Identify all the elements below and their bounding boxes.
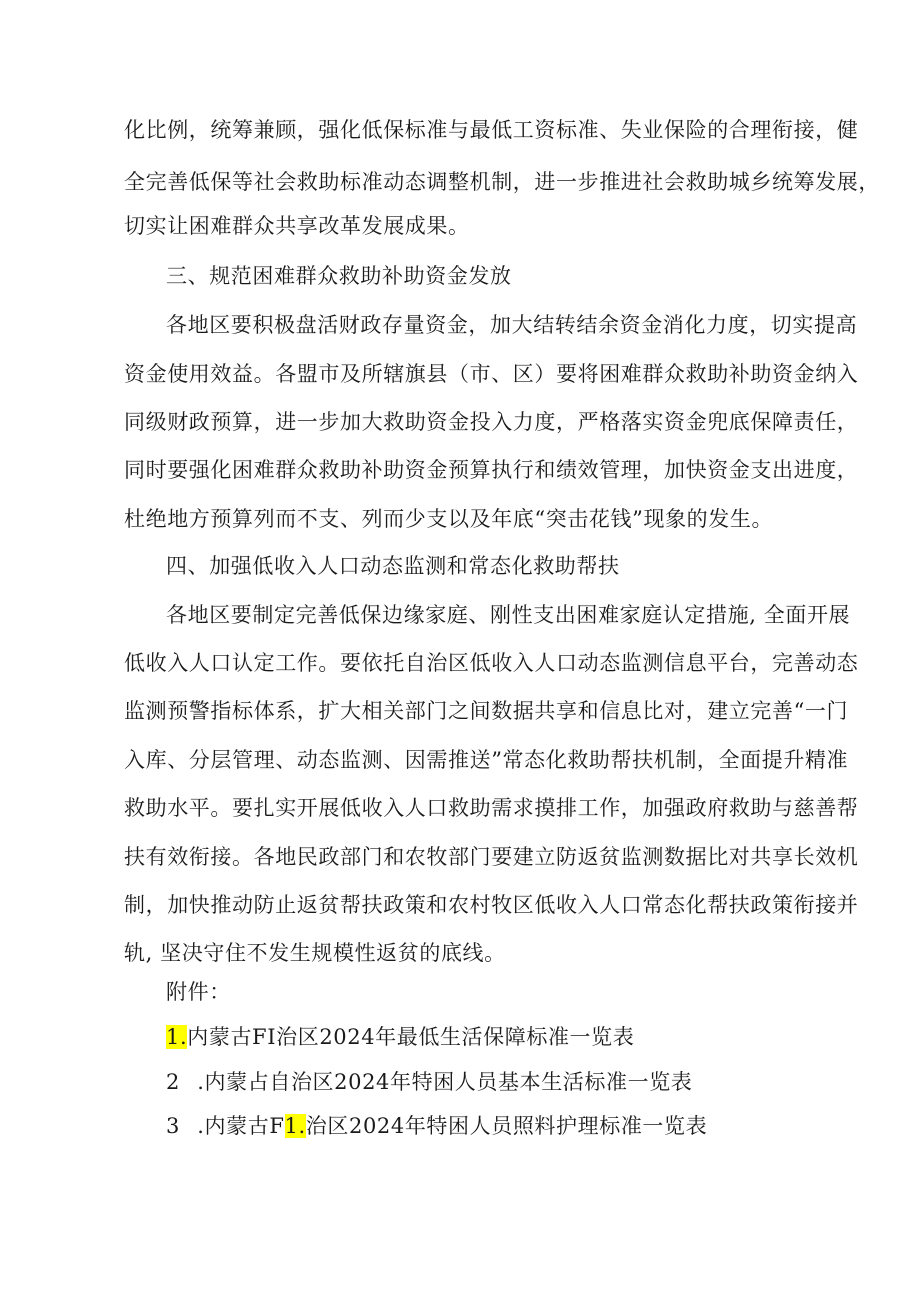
attachment-3-text-before: .内蒙古F (190, 1114, 285, 1138)
paragraph-2-line-5: 杜绝地方预算列而不支、列而少支以及年底“突击花钱”现象的发生。 (124, 507, 774, 531)
attachment-3-highlight: 1. (284, 1114, 306, 1138)
paragraph-3-line-1: 各地区要制定完善低保边缘家庭、刚性支出困难家庭认定措施, 全面开展 (166, 603, 851, 627)
attachment-item-3 (166, 1114, 707, 1138)
attachment-3-text-after: 治区2024年特困人员照料护理标准一览表 (305, 1114, 708, 1138)
paragraph-1-line-2: 全完善低保等社会救助标准动态调整机制，进一步推进社会救助城乡统筹发展， (124, 170, 880, 194)
section-heading-4: 四、加强低收入人口动态监测和常态化救助帮扶 (166, 554, 620, 578)
paragraph-3-line-6: 扶有效衔接。各地民政部门和农牧部门要建立防返贫监测数据比对共享长效机 (124, 845, 859, 869)
paragraph-2-line-4: 同时要强化困难群众救助补助资金预算执行和绩效管理，加快资金支出进度， (124, 458, 859, 482)
attachment-2-text: .内蒙占自治区2024年特困人员基本生活标准一览表 (190, 1070, 693, 1094)
paragraph-3-line-4: 入库、分层管理、动态监测、因需推送”常态化救助帮扶机制，全面提升精准 (124, 748, 849, 772)
section-heading-3: 三、规范困难群众救助补助资金发放 (166, 264, 512, 288)
paragraph-1-line-3: 切实让困难群众共享改革发展成果。 (124, 214, 470, 238)
attachment-2-number: 2 (166, 1070, 180, 1094)
paragraph-2-line-3: 同级财政预算，进一步加大救助资金投入力度，严格落实资金兜底保障责任， (124, 410, 859, 434)
paragraph-2-line-1: 各地区要积极盘活财政存量资金，加大结转结余资金消化力度，切实提高 (166, 313, 858, 337)
paragraph-3-line-3: 监测预警指标体系，扩大相关部门之间数据共享和信息比对，建立完善“一门 (124, 699, 849, 723)
attachment-1-text: 内蒙古FI治区2024年最低生活保障标准一览表 (187, 1025, 635, 1049)
paragraph-3-line-7: 制，加快推动防止返贫帮扶政策和农村牧区低收入人口常态化帮扶政策衔接并 (124, 893, 859, 917)
attachments-label: 附件： (166, 980, 231, 1004)
attachment-3-number: 3 (166, 1114, 180, 1138)
attachment-item-2 (166, 1070, 692, 1094)
paragraph-3-line-8: 轨, 坚决守住不发生规模性返贫的底线。 (124, 941, 506, 965)
paragraph-1-line-1: 化比例，统筹兼顾，强化低保标准与最低工资标准、失业保险的合理衔接，健 (124, 118, 859, 142)
attachment-1-number: 1. (166, 1025, 188, 1049)
attachment-item-1 (166, 1025, 634, 1049)
paragraph-3-line-2: 低收入人口认定工作。要依托自治区低收入人口动态监测信息平台，完善动态 (124, 651, 859, 675)
paragraph-3-line-5: 救助水平。要扎实开展低收入人口救助需求摸排工作，加强政府救助与慈善帮 (124, 796, 859, 820)
paragraph-2-line-2: 资金使用效益。各盟市及所辖旗县（市、区）要将困难群众救助补助资金纳入 (124, 362, 859, 386)
